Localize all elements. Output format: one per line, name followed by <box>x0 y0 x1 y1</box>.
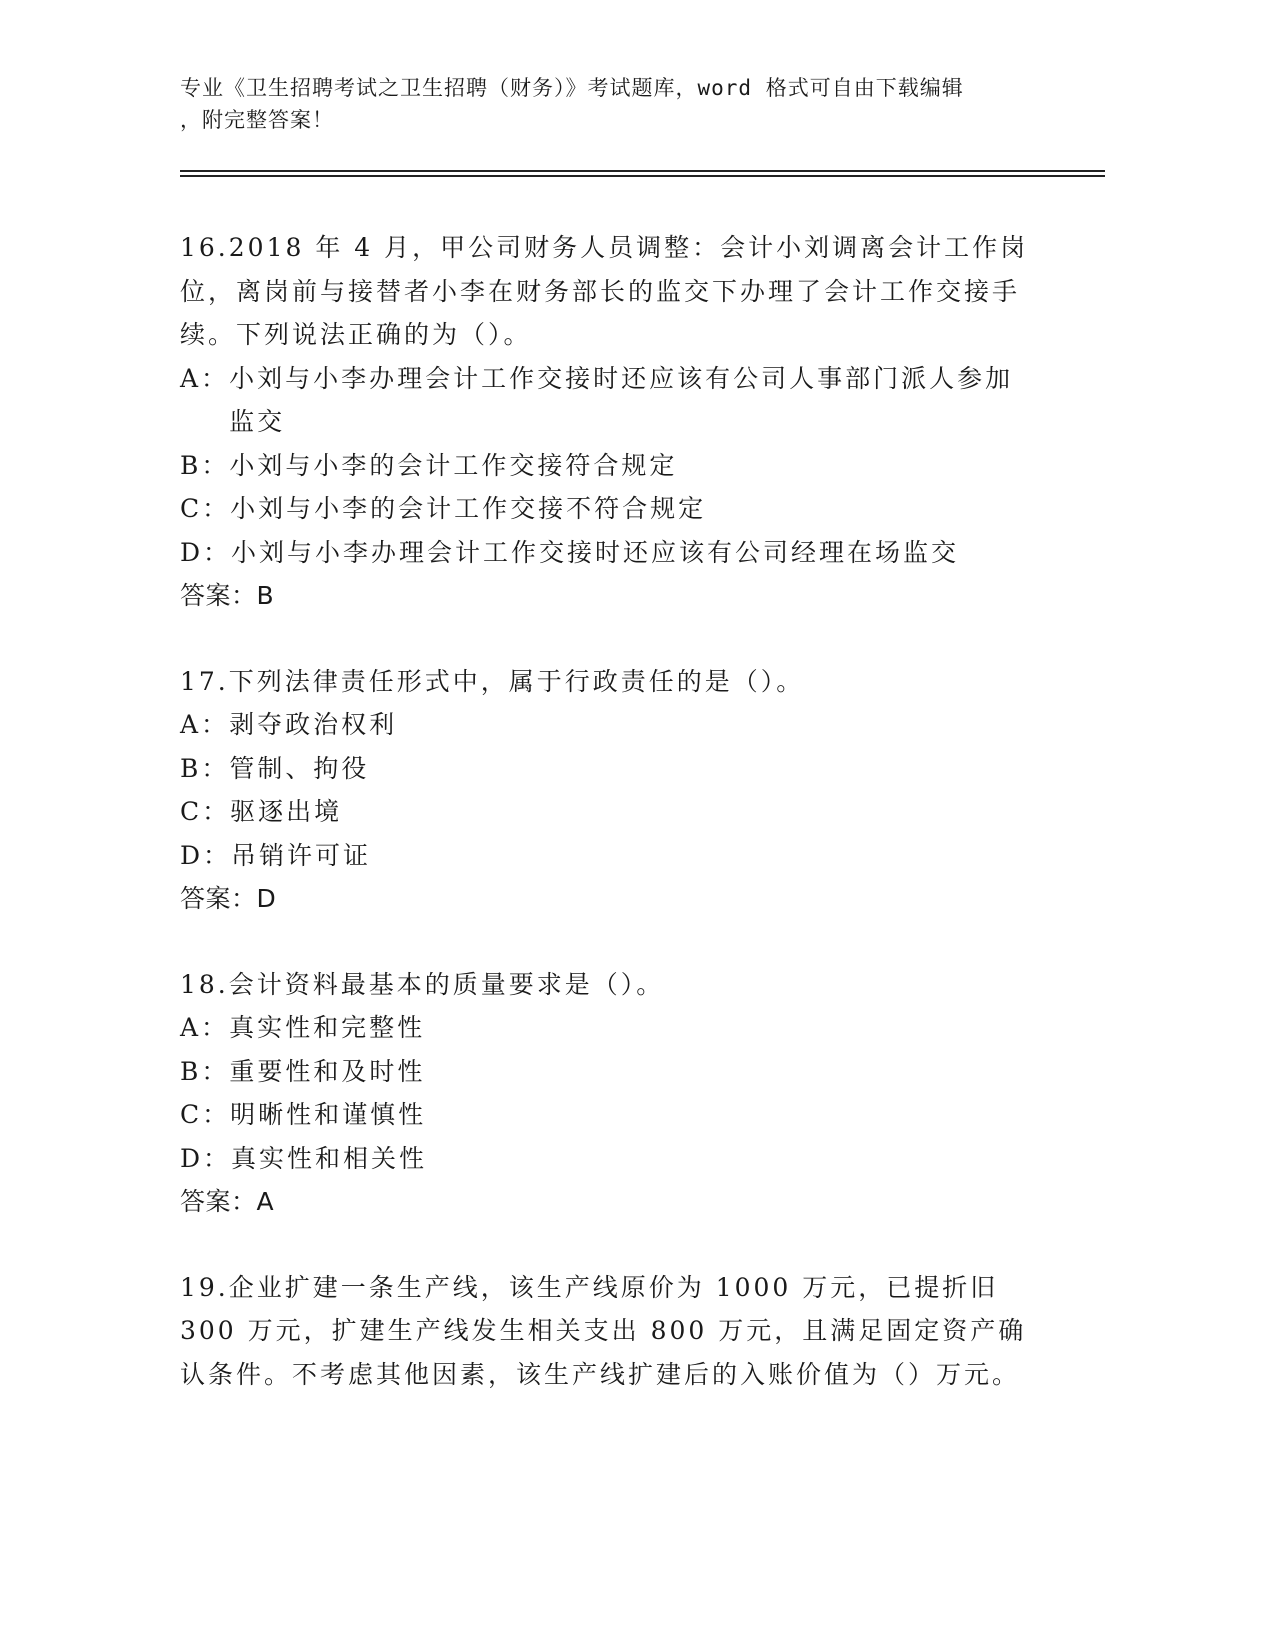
option-key: D： <box>180 840 232 870</box>
option-c <box>180 790 1040 834</box>
option-text: 真实性和完整性 <box>229 1013 426 1042</box>
answer-line: 答案：B <box>180 581 275 610</box>
answer-line: 答案：A <box>180 1187 275 1216</box>
option-a <box>180 1006 1040 1050</box>
option-key: C： <box>180 494 231 523</box>
option-key: B： <box>180 753 230 783</box>
option-text: 小刘与小李的会计工作交接符合规定 <box>229 450 678 480</box>
option-key: B： <box>180 1056 230 1086</box>
question-stem: 17.下列法律责任形式中，属于行政责任的是（）。 <box>180 666 805 696</box>
question-19 <box>180 1266 1040 1397</box>
option-text: 重要性和及时性 <box>229 1056 426 1086</box>
question-16 <box>180 226 1040 618</box>
question-stem: 18.会计资料最基本的质量要求是（）。 <box>180 969 665 999</box>
option-key: A： <box>180 363 230 393</box>
option-d <box>180 834 1040 878</box>
option-key: C： <box>180 797 231 826</box>
option-text: 明晰性和谨慎性 <box>230 1100 427 1129</box>
option-b <box>180 747 1040 791</box>
header-divider-top <box>180 170 1105 172</box>
question-18 <box>180 963 1040 1224</box>
option-text: 吊销许可证 <box>231 840 372 870</box>
question-17 <box>180 660 1040 921</box>
option-key: A： <box>180 710 230 739</box>
option-key: C： <box>180 1100 231 1129</box>
option-key: D： <box>180 1143 232 1173</box>
header-divider-bottom <box>180 175 1105 177</box>
option-text: 管制、拘役 <box>229 753 370 783</box>
option-text: 小刘与小李办理会计工作交接时还应该有公司人事部门派人参加监交 <box>229 363 1014 436</box>
option-key: D： <box>180 537 232 567</box>
option-text: 剥夺政治权利 <box>229 710 398 739</box>
option-b <box>180 444 1040 488</box>
option-c <box>180 1093 1040 1137</box>
option-text: 小刘与小李的会计工作交接不符合规定 <box>230 494 707 523</box>
option-d <box>180 1137 1040 1181</box>
option-b <box>180 1050 1040 1094</box>
header-line-1: 专业《卫生招聘考试之卫生招聘（财务）》考试题库，word 格式可自由下载编辑 <box>180 76 964 100</box>
question-list <box>180 226 1040 1438</box>
option-key: B： <box>180 450 230 480</box>
option-text: 驱逐出境 <box>230 797 343 826</box>
option-key: A： <box>180 1013 230 1042</box>
question-stem: 19.企业扩建一条生产线，该生产线原价为 1000 万元，已提折旧 300 万元，扩建生产线发生相关支出 800 万元，且满足固定资产确认条件。不考虑其他因素，该生产线扩建后的入账价值为（）万元。 <box>180 1272 1027 1389</box>
option-d <box>180 531 1040 575</box>
option-a <box>180 703 1040 747</box>
document-header <box>180 72 1040 136</box>
option-text: 真实性和相关性 <box>231 1143 428 1173</box>
option-text: 小刘与小李办理会计工作交接时还应该有公司经理在场监交 <box>231 537 960 567</box>
option-a <box>180 357 1040 444</box>
answer-line: 答案：D <box>180 884 277 913</box>
header-line-2: ，附完整答案！ <box>180 108 334 132</box>
option-c <box>180 487 1040 531</box>
question-stem: 16.2018 年 4 月，甲公司财务人员调整：会计小刘调离会计工作岗位，离岗前与接替者小李在财务部长的监交下办理了会计工作交接手续。下列说法正确的为（）。 <box>180 233 1029 349</box>
